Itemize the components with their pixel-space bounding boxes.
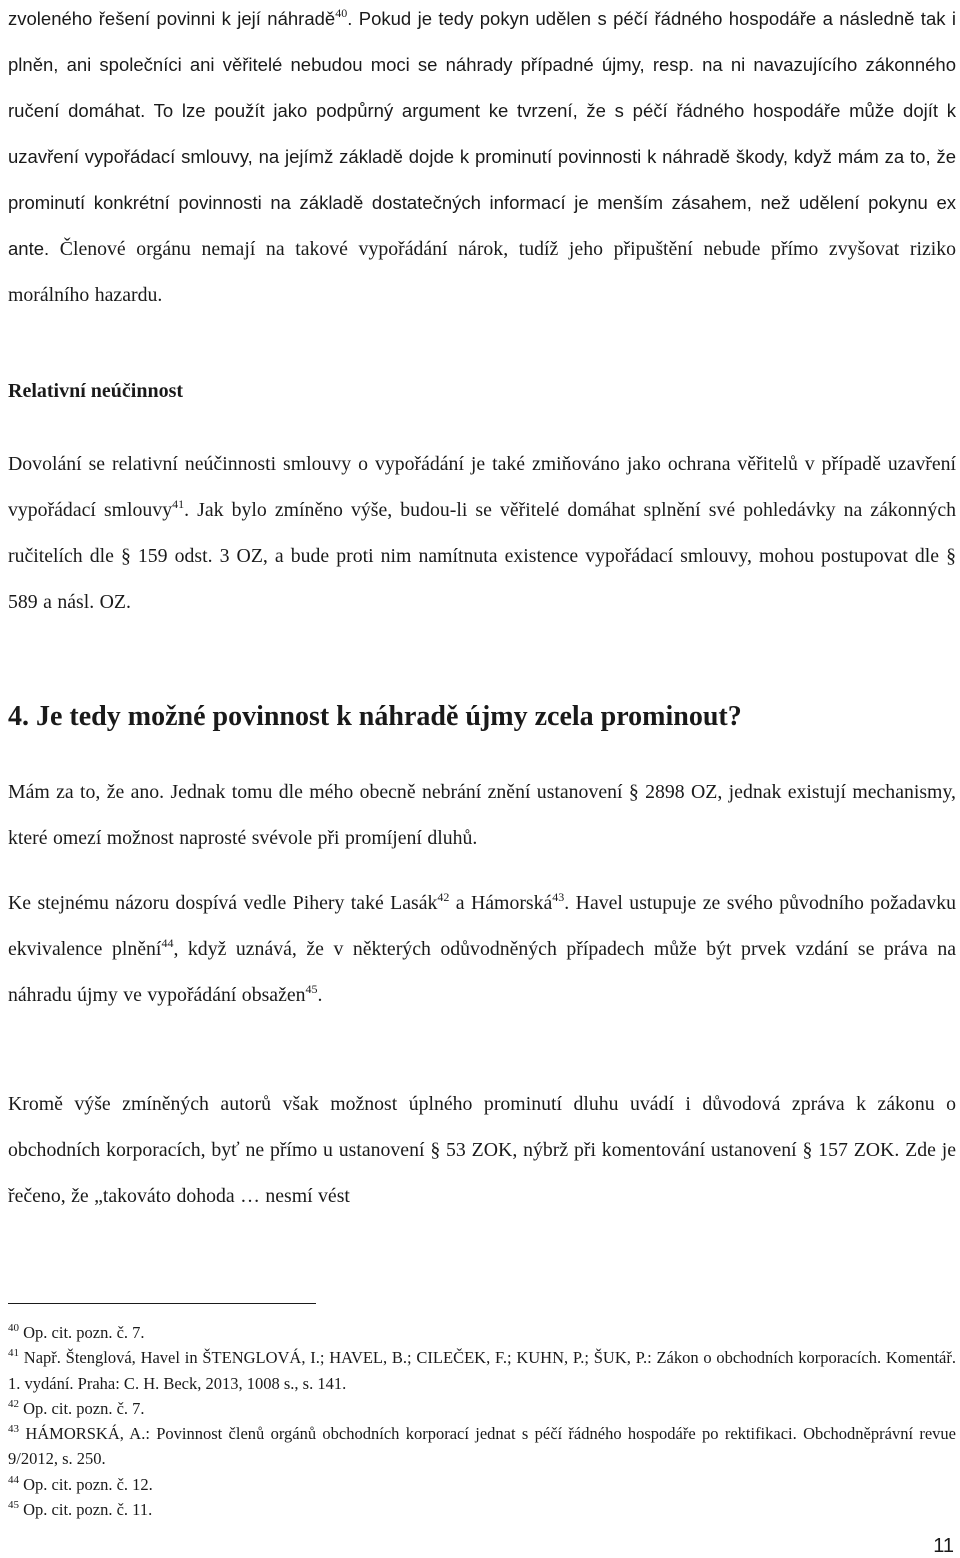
- footnote-ref-42[interactable]: 42: [437, 890, 450, 904]
- page-number: 11: [933, 1535, 954, 1557]
- footnote-number: 41: [8, 1347, 19, 1360]
- paragraph-text: Členové orgánu nemají na takové vypořádání nárok, tudíž jeho připuštění nebude přímo zvyšovat riziko morálního hazardu.: [8, 238, 956, 306]
- paragraph-text: .: [317, 984, 323, 1006]
- footnote-number: 42: [8, 1397, 19, 1410]
- paragraph-text: , když uznává, že v některých odůvodněných případech může být prvek vzdání se práva na náhradu újmy ve vypořádání obsažen: [8, 938, 957, 1006]
- footnote-text: Op. cit. pozn. č. 7.: [19, 1398, 145, 1418]
- paragraph-text: Ke stejnému názoru dospívá vedle Pihery také Lasák: [8, 892, 438, 914]
- paragraph-answer: Mám za to, že ano. Jednak tomu dle mého obecně nebrání znění ustanovení § 2898 OZ, jednak existují mechanismy, které omezí možnost naprosté svévole při promíjení dluhů.: [8, 781, 956, 849]
- footnote-item: [8, 1421, 956, 1472]
- paragraph-text: zvoleného řešení povinni k její náhradě: [8, 8, 336, 29]
- footnote-number: 44: [8, 1473, 19, 1486]
- footnote-item: [8, 1345, 956, 1396]
- footnote-ref-44[interactable]: 44: [161, 936, 174, 950]
- chapter-heading: 4. Je tedy možné povinnost k náhradě újmy zcela prominout?: [8, 701, 742, 732]
- footnote-ref-45[interactable]: 45: [305, 982, 318, 996]
- footnote-item: [8, 1472, 956, 1497]
- footnote-item: [8, 1497, 956, 1522]
- paragraph-text: . Pokud je tedy pokyn udělen s péčí řádného hospodáře a následně tak i plněn, ani společníci ani věřitelé nebudou moci se náhrady případné újmy, resp. na ni navazujícího zákonného ručení domáhat. To lze použít jako podpůrný argument ke tvrzení, že s péčí řádného hospodáře může dojít k uzavření vypořádací smlouvy, na jejímž základě dojde k prominutí povinnosti k náhradě škody, když mám za to, že prominutí konkrétní povinnosti na základě dostatečných informací je menším zásahem, než udělení pokynu ex ante.: [8, 8, 956, 259]
- footnote-text: Op. cit. pozn. č. 11.: [19, 1500, 153, 1520]
- footnote-number: 45: [8, 1499, 19, 1512]
- footnote-number: 40: [8, 1322, 19, 1334]
- footnote-ref-41[interactable]: 41: [172, 497, 185, 511]
- footnote-item: [8, 1396, 956, 1421]
- footnote-text: Např. Štenglová, Havel in ŠTENGLOVÁ, I.; HAVEL, B.; CILEČEK, F.; KUHN, P.; ŠUK, P.: Zákon o obchodních korporacích. Komentář. 1. vydání. Praha: C. H. Beck, 2013, 1008 s., s. 141.: [8, 1348, 956, 1393]
- paragraph-relative: [8, 441, 956, 625]
- footnotes: [8, 1320, 956, 1522]
- footnote-ref-43[interactable]: 43: [552, 890, 565, 904]
- paragraph-text: a Hámorská: [449, 892, 553, 914]
- footnote-item: [8, 1320, 956, 1345]
- footnote-separator: [8, 1303, 316, 1304]
- paragraph-text: . Havel ustupuje ze svého původního požadavku ekvivalence plnění: [8, 892, 956, 960]
- paragraph-text: Dovolání se relativní neúčinnosti smlouvy o vypořádání je také zmiňováno jako ochrana věřitelů v případě uzavření vypořádací smlouvy: [8, 453, 956, 521]
- paragraph-pokyn: [8, 0, 956, 318]
- paragraph-authors: [8, 880, 956, 1018]
- footnote-text: Op. cit. pozn. č. 12.: [19, 1474, 153, 1494]
- footnote-number: 43: [8, 1423, 19, 1436]
- section-heading-relative: Relativní neúčinnost: [8, 380, 184, 402]
- paragraph-explanatory-report: Kromě výše zmíněných autorů však možnost úplného prominutí dluhu uvádí i důvodová zpráva k zákonu o obchodních korporacích, byť ne přímo u ustanovení § 53 ZOK, nýbrž při komentování ustanovení § 157 ZOK. Zde je řečeno, že „takováto dohoda … nesmí vést: [8, 1093, 956, 1207]
- footnote-text: HÁMORSKÁ, A.: Povinnost členů orgánů obchodních korporací jednat s péčí řádného hospodáře po rektifikaci. Obchodněprávní revue 9/2012, s. 250.: [8, 1424, 956, 1469]
- footnote-text: Op. cit. pozn. č. 7.: [19, 1323, 145, 1342]
- footnote-ref-40[interactable]: 40: [335, 6, 348, 20]
- paragraph-text: . Jak bylo zmíněno výše, budou-li se věřitelé domáhat splnění své pohledávky na zákonných ručitelích dle § 159 odst. 3 OZ, a bude proti nim namítnuta existence vypořádací smlouvy, mohou postupovat dle § 589 a násl. OZ.: [8, 499, 956, 613]
